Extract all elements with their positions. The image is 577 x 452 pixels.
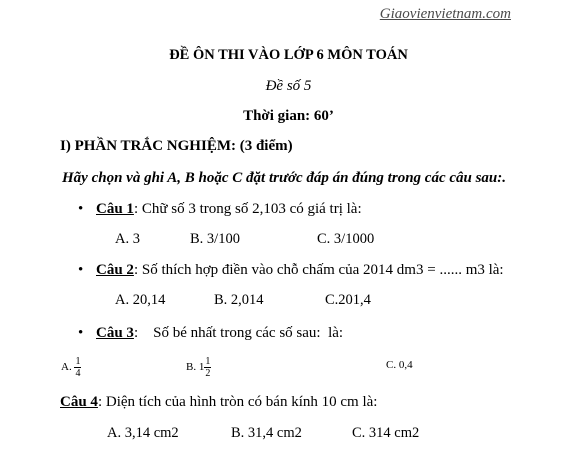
- q3-option-b-prefix: B. 1: [186, 361, 205, 374]
- q3-option-c: C. 0,4: [386, 359, 413, 371]
- site-watermark[interactable]: Giaovienvietnam.com: [379, 6, 511, 22]
- question-2: [96, 262, 504, 279]
- q2-option-b: B. 2,014: [214, 292, 264, 308]
- question-4-text: : Diện tích của hình tròn có bán kính 10 cm là:: [97, 394, 378, 410]
- question-3: [96, 325, 343, 342]
- q1-option-c: C. 3/1000: [317, 231, 375, 247]
- section-heading: I) PHẦN TRẮC NGHIỆM: (3 điểm): [60, 138, 293, 154]
- document-title: ĐỀ ÔN THI VÀO LỚP 6 MÔN TOÁN: [169, 47, 408, 63]
- fraction: [204, 356, 211, 379]
- question-2-label: Câu 2: [96, 262, 134, 278]
- document-subtitle: Đề số 5: [265, 78, 312, 94]
- q4-option-a: A. 3,14 cm2: [107, 425, 179, 441]
- fraction: [74, 356, 81, 379]
- question-3-label: Câu 3: [96, 325, 134, 341]
- fraction-denominator: 2: [205, 368, 211, 379]
- q1-option-b: B. 3/100: [190, 231, 240, 247]
- question-2-text: : Số thích hợp điền vào chỗ chấm của 2014 dm3 = ...... m3 là:: [133, 262, 504, 278]
- bullet-icon: •: [78, 262, 84, 278]
- bullet-icon: •: [78, 201, 84, 217]
- q2-option-c: C.201,4: [325, 292, 371, 308]
- question-3-text: : Số bé nhất trong các số sau: là:: [133, 325, 344, 341]
- fraction-numerator: 1: [205, 356, 211, 367]
- q4-option-c: C. 314 cm2: [352, 425, 420, 441]
- question-4: [60, 394, 377, 411]
- question-1-text: : Chữ số 3 trong số 2,103 có giá trị là:: [133, 201, 362, 217]
- q3-option-a: [61, 356, 81, 379]
- q3-option-a-prefix: A.: [61, 361, 72, 374]
- question-1: [96, 201, 362, 218]
- q1-option-a: A. 3: [115, 231, 140, 247]
- instruction-text: Hãy chọn và ghi A, B hoặc C đặt trước đáp án đúng trong các câu sau:.: [62, 170, 507, 186]
- question-1-label: Câu 1: [96, 201, 134, 217]
- q3-option-b: [186, 356, 211, 379]
- bullet-icon: •: [78, 325, 84, 341]
- q2-option-a: A. 20,14: [115, 292, 166, 308]
- fraction-numerator: 1: [75, 356, 81, 367]
- q4-option-b: B. 31,4 cm2: [231, 425, 302, 441]
- question-4-label: Câu 4: [60, 394, 98, 410]
- fraction-denominator: 4: [75, 368, 81, 379]
- time-limit: Thời gian: 60’: [243, 108, 334, 124]
